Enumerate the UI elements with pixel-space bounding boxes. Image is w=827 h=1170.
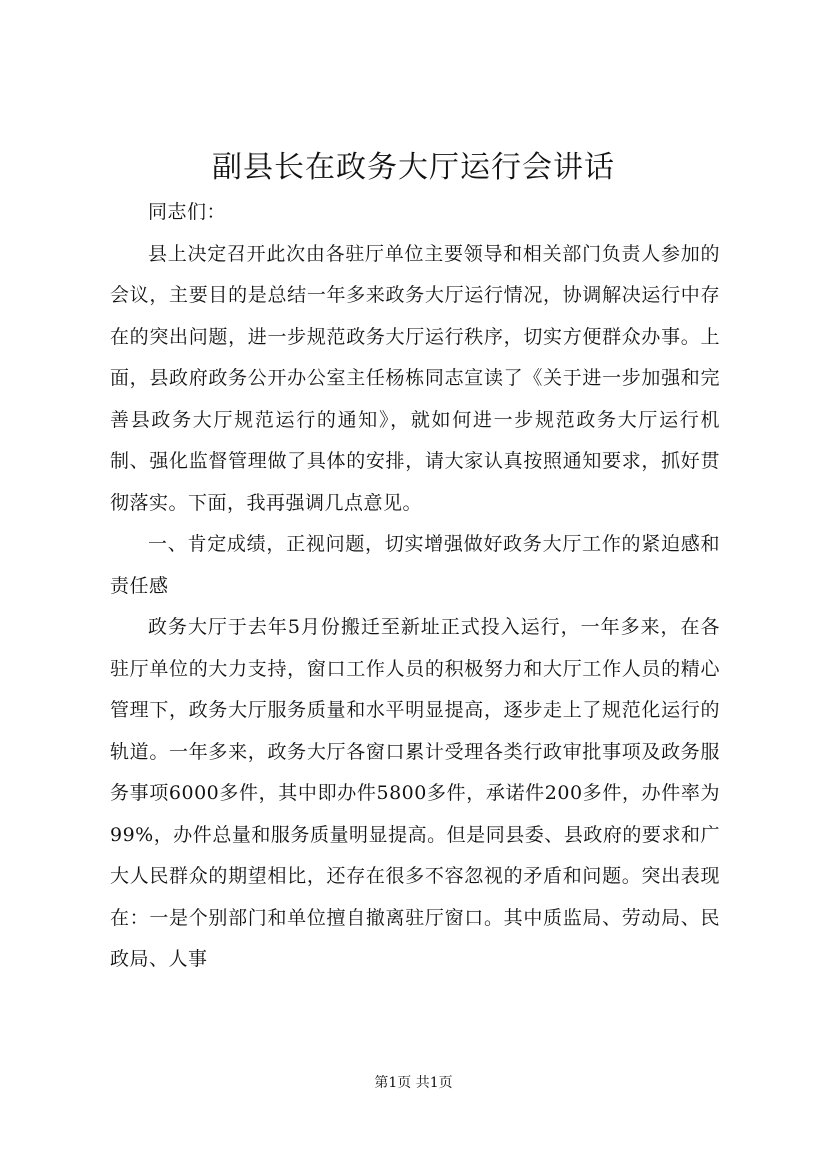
document-title: 副县长在政务大厅运行会讲话 [212,150,615,185]
salutation-paragraph: 同志们： [148,201,227,223]
page-footer: 第1页 共1页 [374,1075,453,1091]
section-heading-1: 一、肯定成绩，正视问题，切实增强做好政务大厅工作的紧迫感和责任感 [110,533,720,597]
section-paragraph-1: 政务大厅于去年5月份搬迁至新址正式投入运行，一年多来，在各驻厅单位的大力支持，窗口工作人员的积极努力和大厅工作人员的精心管理下，政务大厅服务质量和水平明显提高，逐步走上了规范化运行的轨道。一年多来，政务大厅各窗口累计受理各类行政审批事项及政务服务事项6000多件，其中即办件5800多件，承诺件200多件，办件率为99%，办件总量和服务质量明显提高。但是同县委、县政府的要求和广大人民群众的期望相比，还存在很多不容忽视的矛盾和问题。突出表现在：一是个别部门和单位擅自撤离驻厅窗口。其中质监局、劳动局、民政局、人事 [110,616,720,970]
document-body [110,192,720,981]
intro-paragraph: 县上决定召开此次由各驻厅单位主要领导和相关部门负责人参加的会议，主要目的是总结一年多来政务大厅运行情况，协调解决运行中存在的突出问题，进一步规范政务大厅运行秩序，切实方便群众办事。上面，县政府政务公开办公室主任杨栋同志宣读了《关于进一步加强和完善县政务大厅规范运行的通知》，就如何进一步规范政务大厅运行机制、强化监督管理做了具体的安排，请大家认真按照通知要求，抓好贯彻落实。下面，我再强调几点意见。 [110,242,720,514]
